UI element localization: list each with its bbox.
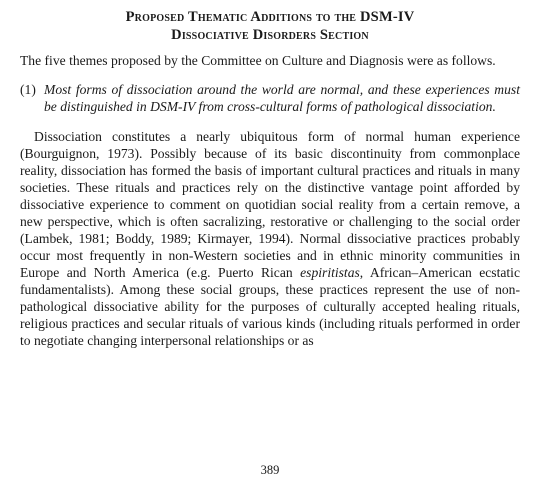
theme-number: (1): [20, 82, 36, 97]
body-italic-term: espiritistas: [300, 265, 360, 280]
theme-text: Most forms of dissociation around the world are normal, and these experiences must be distinguished in DSM-IV from cross-cultural forms of pathological dissociation.: [44, 82, 520, 114]
body-paragraph: [20, 128, 520, 349]
theme-item-1: [20, 81, 520, 115]
body-text-part-2: , African–American ecstatic fundamentalists). Among these social groups, these practices represent the use of non-pathological dissociative ability for the purposes of culturally accepted healing rituals, religious practices and secular rituals of various kinds (including rituals performed in order to negotiate changing interpersonal relationships or as: [20, 265, 520, 348]
body-text-part-1: Dissociation constitutes a nearly ubiquitous form of normal human experience (Bourguignon, 1973). Possibly because of its basic discontinuity from commonplace reality, dissociation has formed the basis of important cultural practices and rituals in many societies. These rituals and practices rely on the distinctive vantage point afforded by dissociative experience to comment on quotidian social reality from a certain remove, a new perspective, which is often sacralizing, restorative or challenging to the social order (Lambek, 1981; Boddy, 1989; Kirmayer, 1994). Normal dissociative practices probably occur most frequently in non-Western societies and in ethnic minority communities in Europe and North America (e.g. Puerto Rican: [20, 129, 520, 280]
page-number: 389: [260, 463, 280, 477]
document-page: [20, 8, 520, 349]
heading-line-1: Proposed Thematic Additions to the DSM-IV: [125, 9, 415, 25]
heading-line-2: Dissociative Disorders Section: [171, 27, 369, 43]
section-heading: [20, 8, 520, 44]
intro-paragraph: The five themes proposed by the Committee on Culture and Diagnosis were as follows.: [20, 53, 496, 68]
